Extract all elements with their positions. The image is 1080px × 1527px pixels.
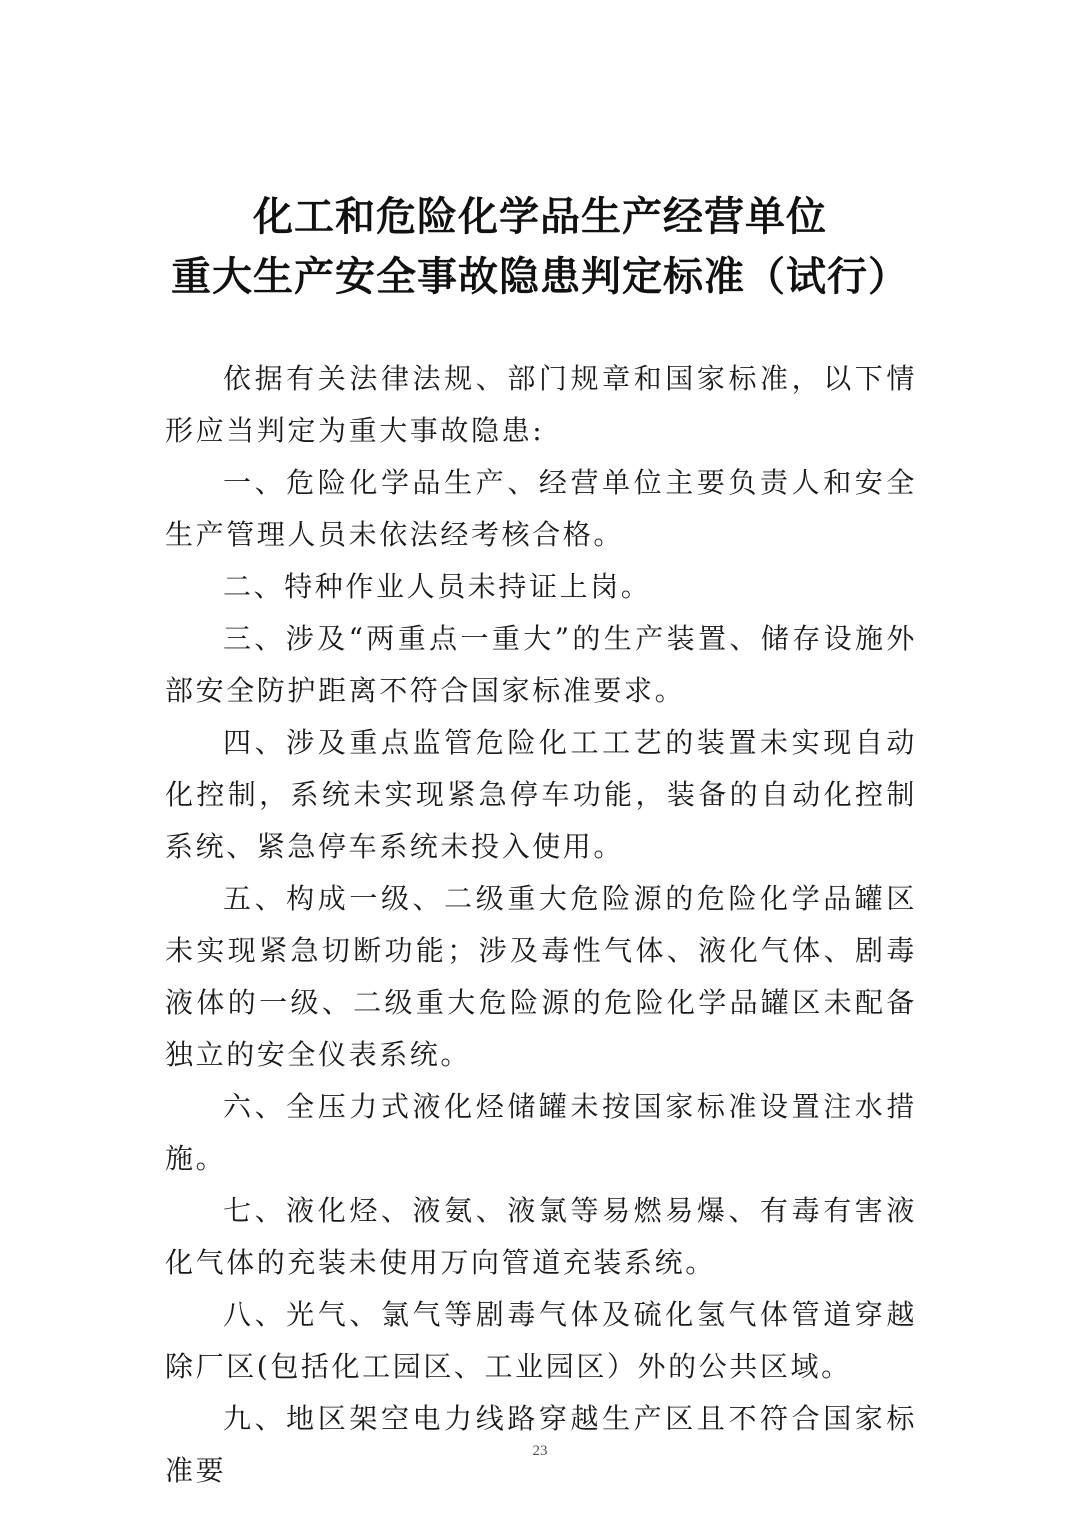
- title-line-1: 化工和危险化学品生产经营单位: [253, 194, 827, 240]
- item-paragraph: 八、光气、氯气等剧毒气体及硫化氢气体管道穿越除厂区(包括化工园区、工业园区）外的公共区域。: [165, 1298, 917, 1383]
- item-paragraph: 一、危险化学品生产、经营单位主要负责人和安全生产管理人员未依法经考核合格。: [165, 466, 917, 551]
- intro-paragraph: 依据有关法律法规、部门规章和国家标准，以下情形应当判定为重大事故隐患:: [165, 362, 917, 447]
- item-paragraph: 九、地区架空电力线路穿越生产区且不符合国家标准要: [165, 1402, 917, 1487]
- item-paragraph: 四、涉及重点监管危险化工工艺的装置未实现自动化控制，系统未实现紧急停车功能，装备的自动化控制系统、紧急停车系统未投入使用。: [165, 726, 917, 863]
- title-line-2: 重大生产安全事故隐患判定标准（试行）: [171, 254, 909, 300]
- item-paragraph: 五、构成一级、二级重大危险源的危险化学品罐区未实现紧急切断功能；涉及毒性气体、液化气体、剧毒液体的一级、二级重大危险源的危险化学品罐区未配备独立的安全仪表系统。: [165, 882, 917, 1071]
- page-number: 23: [532, 1443, 548, 1459]
- item-paragraph: 六、全压力式液化烃储罐未按国家标准设置注水措施。: [165, 1090, 917, 1175]
- document-title: [0, 187, 1080, 307]
- item-paragraph: 三、涉及“两重点一重大”的生产装置、储存设施外部安全防护距离不符合国家标准要求。: [165, 622, 917, 707]
- item-paragraph: 七、液化烃、液氨、液氯等易燃易爆、有毒有害液化气体的充装未使用万向管道充装系统。: [165, 1194, 917, 1279]
- document-body: [165, 353, 917, 1497]
- item-paragraph: 二、特种作业人员未持证上岗。: [223, 570, 652, 603]
